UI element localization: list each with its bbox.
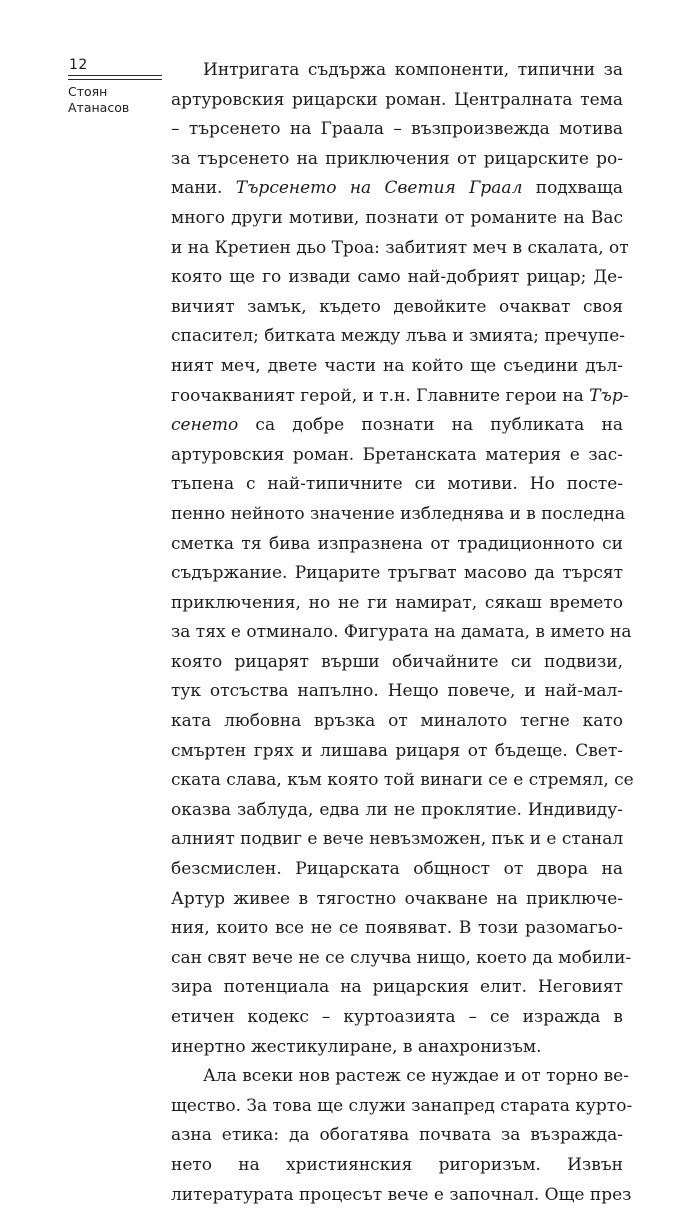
header-rule-thick <box>68 75 162 76</box>
text-line <box>171 559 623 589</box>
text-line <box>171 618 632 648</box>
text-span: тук отсъства напълно. Нещо повече, и най-мал- <box>171 681 623 702</box>
text-line <box>171 293 623 323</box>
text-line <box>171 86 623 116</box>
text-span: вичият замък, където девойките очакват своя <box>171 296 623 317</box>
text-line <box>171 648 623 678</box>
text-span: Ала всеки нов растеж се нуждае и от торно ве- <box>203 1066 629 1087</box>
text-span: са добре познати на публиката на <box>238 415 623 436</box>
text-line <box>171 352 623 382</box>
text-line <box>171 914 623 944</box>
text-line <box>171 796 623 826</box>
text-span: ния, които все не се появяват. В този разомагьо- <box>171 918 623 939</box>
text-span: Артур живее в тягостно очакване на приключе- <box>171 888 623 909</box>
text-span: азна етика: да обогатява почвата за възражда- <box>171 1125 623 1146</box>
text-line <box>171 322 626 352</box>
text-span: зира потенциала на рицарския елит. Неговият <box>171 977 623 998</box>
text-span: пенно нейното значение избледнява и в последна <box>171 503 626 524</box>
text-line <box>171 944 632 974</box>
text-span: сан свят вече не се случва нищо, което да мобили- <box>171 947 632 968</box>
text-line <box>171 234 629 264</box>
text-span: смъртен грях и лишава рицаря от бъдеще. Свет- <box>171 740 623 761</box>
text-line <box>171 766 634 796</box>
author-last-name: Атанасов <box>68 100 130 115</box>
text-line <box>171 530 623 560</box>
text-span: алният подвиг е вече невъзможен, пък и е станал <box>171 829 624 850</box>
page-number: 12 <box>69 57 88 73</box>
italic-title-span: сенето <box>171 415 239 436</box>
text-line <box>171 204 623 234</box>
text-span: – търсенето на Граала – възпроизвежда мотива <box>171 119 623 140</box>
text-line <box>171 1181 632 1210</box>
text-line <box>171 973 623 1003</box>
text-span: ката любовна връзка от миналото тегне като <box>171 711 623 732</box>
text-span: тъпена с най-типичните си мотиви. Но посте- <box>171 474 623 495</box>
text-line <box>171 174 623 204</box>
text-span: мани. <box>171 178 236 199</box>
header-rule-thin <box>68 79 162 80</box>
text-span: сметка тя бива изпразнена от традиционното си <box>171 533 623 554</box>
text-span: артуровския роман. Бретанската материя е зас- <box>171 444 623 465</box>
text-span: за търсенето на приключения от рицарските ро- <box>171 148 623 169</box>
text-line <box>171 855 623 885</box>
text-span: спасител; битката между лъва и змията; пречупе- <box>171 326 626 347</box>
text-line <box>171 737 623 767</box>
margin-header <box>68 57 162 116</box>
text-span: нето на християнския ригоризъм. Извън <box>171 1154 623 1175</box>
text-span: която рицарят върши обичайните си подвизи, <box>171 651 623 672</box>
text-line <box>171 115 623 145</box>
text-line <box>171 263 623 293</box>
text-line <box>171 677 623 707</box>
text-span: щество. За това ще служи занапред старата курто- <box>171 1095 633 1116</box>
text-line <box>171 382 629 412</box>
text-span: много други мотиви, познати от романите на Вас <box>171 207 623 228</box>
text-span: и на Кретиен дьо Троа: забитият меч в скалата, от <box>171 237 629 258</box>
text-span: подхваща <box>522 178 623 199</box>
text-line <box>171 1121 623 1151</box>
text-line <box>171 56 623 86</box>
body-text <box>171 56 634 1210</box>
text-span: инертно жестикулиране, в анахронизъм. <box>171 1036 542 1057</box>
text-line <box>171 145 623 175</box>
text-span: ската слава, към която той винаги се е стремял, се <box>171 770 634 791</box>
text-line <box>171 885 623 915</box>
italic-title-span: Търсенето на Светия Граал <box>235 178 523 199</box>
text-line <box>171 1033 623 1063</box>
running-author <box>68 84 162 116</box>
text-span: литературата процесът вече е започнал. Още през <box>171 1184 632 1205</box>
text-line <box>171 1092 633 1122</box>
author-first-name: Стоян <box>68 84 108 99</box>
text-span: ният меч, двете части на който ще съедини дъл- <box>171 355 623 376</box>
italic-title-span: Тър- <box>589 385 629 406</box>
text-span: гоочакваният герой, и т.н. Главните герои на <box>171 385 590 406</box>
text-line <box>171 500 626 530</box>
text-line <box>171 589 623 619</box>
text-span: която ще го извади само най-добрият рицар; Де- <box>171 267 623 288</box>
text-span: безсмислен. Рицарската общност от двора на <box>171 859 623 880</box>
text-line <box>171 411 623 441</box>
text-line <box>171 1003 623 1033</box>
text-span: Интригата съдържа компоненти, типични за <box>203 60 623 80</box>
text-span: съдържание. Рицарите тръгват масово да търсят <box>171 563 623 584</box>
text-line <box>171 441 623 471</box>
text-line <box>171 825 623 855</box>
text-span: за тях е отминало. Фигурата на дамата, в името на <box>171 622 632 643</box>
text-span: приключения, но не ги намират, сякаш времето <box>171 592 623 613</box>
text-span: оказва заблуда, едва ли не проклятие. Индивиду- <box>171 799 623 820</box>
text-line <box>171 1151 623 1181</box>
text-line <box>171 1062 629 1092</box>
text-line <box>171 470 623 500</box>
text-line <box>171 707 623 737</box>
text-span: артуровския рицарски роман. Централната тема <box>171 89 623 110</box>
text-span: етичен кодекс – куртоазията – се израждa в <box>171 1007 623 1027</box>
